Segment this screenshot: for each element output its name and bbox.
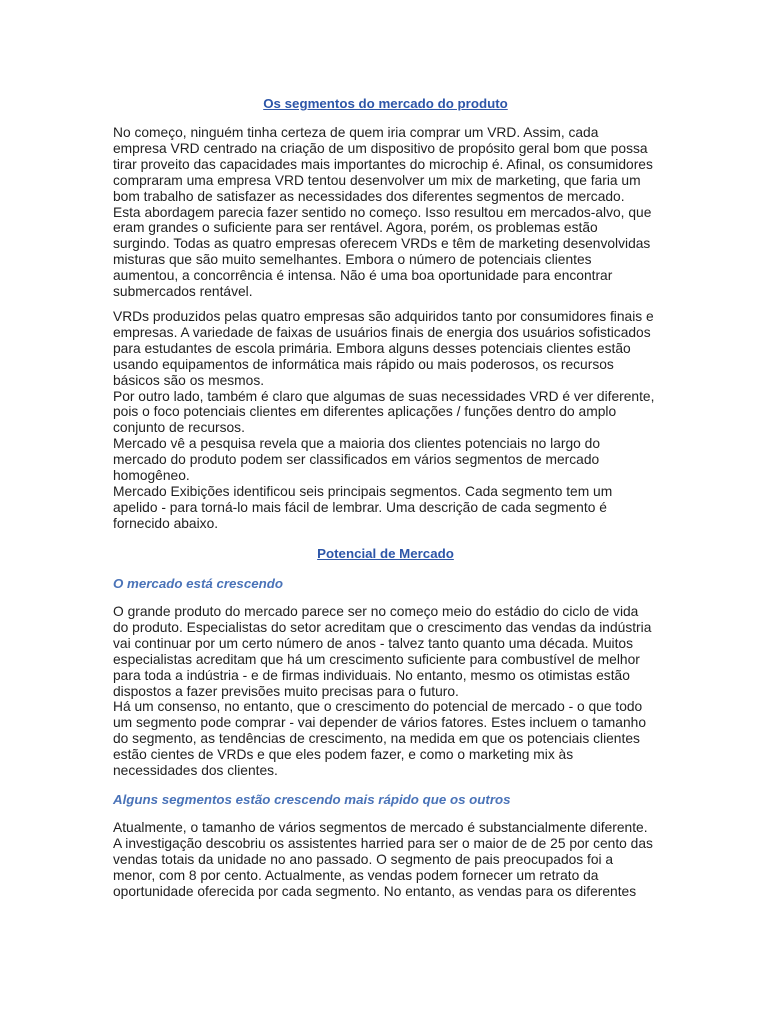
text-line: básicos são os mesmos. — [113, 372, 265, 388]
text-line: compraram uma empresa VRD tentou desenvolver um mix de marketing, que faria um — [113, 172, 641, 188]
text-line: empresas. A variedade de faixas de usuários finais de energia dos usuários sofisticados — [113, 324, 651, 340]
text-line: fornecido abaixo. — [113, 515, 219, 531]
text-line: dispostos a fazer previsões muito precisas para o futuro. — [113, 683, 459, 699]
text-line: mercado do produto podem ser classificados em vários segmentos de mercado — [113, 452, 600, 468]
subheading-segments-growing: Alguns segmentos estão crescendo mais rápido que os outros — [113, 792, 511, 807]
text-line: Atualmente, o tamanho de vários segmentos de mercado é substancialmente diferente. — [113, 820, 648, 835]
text-line: usando equipamentos de informática mais rápido ou mais poderosos, os recursos — [113, 356, 614, 372]
text-line: empresa VRD centrado na criação de um dispositivo de propósito geral bom que possa — [113, 140, 648, 156]
paragraph-4 — [113, 820, 658, 900]
text-line: homogêneo. — [113, 468, 190, 484]
text-line: A investigação descobriu os assistentes harried para ser o maior de de 25 por cento das — [113, 835, 653, 851]
text-line: Mercado Exibições identificou seis principais segmentos. Cada segmento tem um — [113, 483, 613, 499]
text-line: tirar proveito das capacidades mais importantes do microchip é. Afinal, os consumidores — [113, 156, 653, 172]
subheading-market-growing: O mercado está crescendo — [113, 576, 283, 591]
paragraph-2 — [113, 309, 658, 532]
text-line: para toda a indústria - e de firmas individuais. No entanto, mesmo os otimistas estão — [113, 667, 630, 683]
text-line: apelido - para torná-lo mais fácil de lembrar. Uma descrição de cada segmento é — [113, 499, 607, 515]
text-line: menor, com 8 por cento. Actualmente, as vendas podem fornecer um retrato da — [113, 867, 599, 883]
text-line: Por outro lado, também é claro que algumas de suas necessidades VRD é ver diferente, — [113, 388, 655, 404]
text-line: pois o foco potenciais clientes em diferentes aplicações / funções dentro do amplo — [113, 404, 617, 420]
text-line: VRDs produzidos pelas quatro empresas são adquiridos tanto por consumidores finais e — [113, 309, 654, 324]
section-title: Potencial de Mercado — [317, 546, 454, 561]
text-line: necessidades dos clientes. — [113, 763, 278, 779]
text-line: Mercado vê a pesquisa revela que a maioria dos clientes potenciais no largo do — [113, 436, 601, 452]
text-line: bom trabalho de satisfazer as necessidades dos diferentes segmentos de mercado. — [113, 188, 625, 204]
text-line: aumentou, a concorrência é intensa. Não é uma boa oportunidade para encontrar — [113, 268, 613, 284]
text-line: estão cientes de VRDs e que eles podem fazer, e como o marketing mix às — [113, 747, 574, 763]
text-line: especialistas acreditam que há um crescimento suficiente para combustível de melhor — [113, 651, 640, 667]
text-line: do segmento, as tendências de crescimento, na medida em que os potenciais clientes — [113, 731, 640, 747]
text-line: Esta abordagem parecia fazer sentido no começo. Isso resultou em mercados-alvo, que — [113, 204, 652, 220]
text-line: um segmento pode comprar - vai depender de vários fatores. Estes incluem o tamanho — [113, 715, 646, 731]
text-line: submercados rentável. — [113, 284, 253, 300]
text-line: vendas totais da unidade no ano passado. O segmento de pais preocupados foi a — [113, 851, 614, 867]
text-line: misturas que são muito semelhantes. Embora o número de potenciais clientes — [113, 252, 592, 268]
text-line: do produto. Especialistas do setor acreditam que o crescimento das vendas da indústria — [113, 619, 652, 635]
text-line: surgindo. Todas as quatro empresas oferecem VRDs e têm de marketing desenvolvidas — [113, 236, 651, 252]
text-line: conjunto de recursos. — [113, 420, 245, 436]
text-line: Há um consenso, no entanto, que o crescimento do potencial de mercado - o que todo — [113, 699, 643, 715]
text-line: eram grandes o suficiente para ser rentável. Agora, porém, os problemas estão — [113, 220, 598, 236]
paragraph-1 — [113, 125, 658, 300]
text-line: para estudantes de escola primária. Embora alguns desses potenciais clientes estão — [113, 340, 631, 356]
text-line: No começo, ninguém tinha certeza de quem iria comprar um VRD. Assim, cada — [113, 125, 599, 140]
text-line: O grande produto do mercado parece ser no começo meio do estádio do ciclo de vida — [113, 604, 639, 619]
text-line: vai continuar por um certo número de anos - talvez tanto quanto uma década. Muitos — [113, 635, 633, 651]
text-line: oportunidade oferecida por cada segmento. No entanto, as vendas para os diferentes — [113, 883, 637, 899]
paragraph-3 — [113, 604, 658, 779]
document-title: Os segmentos do mercado do produto — [263, 96, 508, 111]
